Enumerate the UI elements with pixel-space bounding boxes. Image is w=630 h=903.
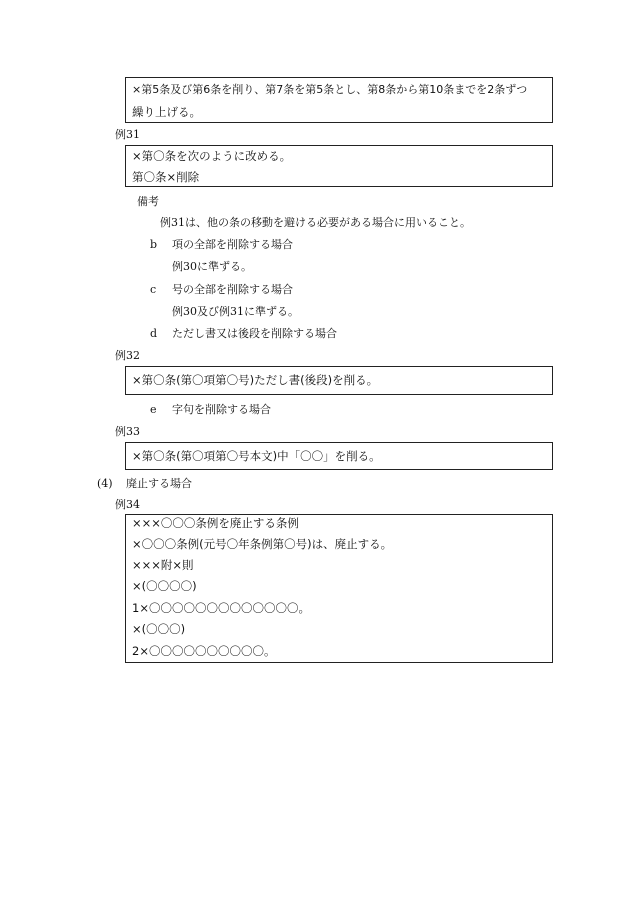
example-line: ×〇〇〇条例(元号〇年条例第〇号)は、廃止する。 [132, 537, 393, 551]
item-body: 例30に準ずる。 [172, 260, 252, 273]
example-line: ×(〇〇〇〇) [132, 579, 197, 593]
item-title: 字句を削除する場合 [172, 403, 271, 416]
item-letter: d [150, 327, 158, 340]
example-line: ×××附×則 [132, 558, 194, 572]
item-title: 号の全部を削除する場合 [172, 283, 293, 296]
remarks-note: 例31は、他の条の移動を避ける必要がある場合に用いること。 [160, 216, 471, 229]
item-body: 例30及び例31に準ずる。 [172, 305, 299, 318]
section-number: (4) [97, 477, 113, 490]
item-title: ただし書又は後段を削除する場合 [172, 327, 337, 340]
example-line: 第〇条×削除 [132, 170, 200, 184]
amendment-line: 繰り上げる。 [132, 105, 201, 119]
example-label: 例31 [115, 128, 140, 141]
example-34-box [125, 514, 553, 663]
item-letter: b [150, 238, 158, 251]
example-line: ×(〇〇〇) [132, 622, 186, 636]
amendment-box-1 [125, 77, 553, 123]
item-title: 項の全部を削除する場合 [172, 238, 293, 251]
example-line: ×××〇〇〇条例を廃止する条例 [132, 516, 299, 530]
example-line: ×第〇条(第〇項第〇号)ただし書(後段)を削る。 [132, 373, 379, 387]
example-33-box [125, 442, 553, 470]
example-line: 2×〇〇〇〇〇〇〇〇〇〇。 [132, 644, 276, 658]
example-line: 1×〇〇〇〇〇〇〇〇〇〇〇〇〇。 [132, 601, 310, 615]
amendment-line: ×第5条及び第6条を削り、第7条を第5条とし、第8条から第10条までを2条ずつ [132, 83, 528, 96]
item-letter: e [150, 403, 157, 416]
example-line: ×第〇条を次のように改める。 [132, 149, 292, 163]
item-letter: c [150, 283, 157, 296]
section-title: 廃止する場合 [126, 477, 192, 490]
example-31-box [125, 145, 553, 187]
example-label: 例32 [115, 349, 140, 362]
remarks-title: 備考 [137, 195, 159, 208]
example-label: 例34 [115, 498, 140, 511]
example-label: 例33 [115, 425, 140, 438]
example-32-box [125, 366, 553, 395]
example-line: ×第〇条(第〇項第〇号本文)中「〇〇」を削る。 [132, 449, 381, 463]
